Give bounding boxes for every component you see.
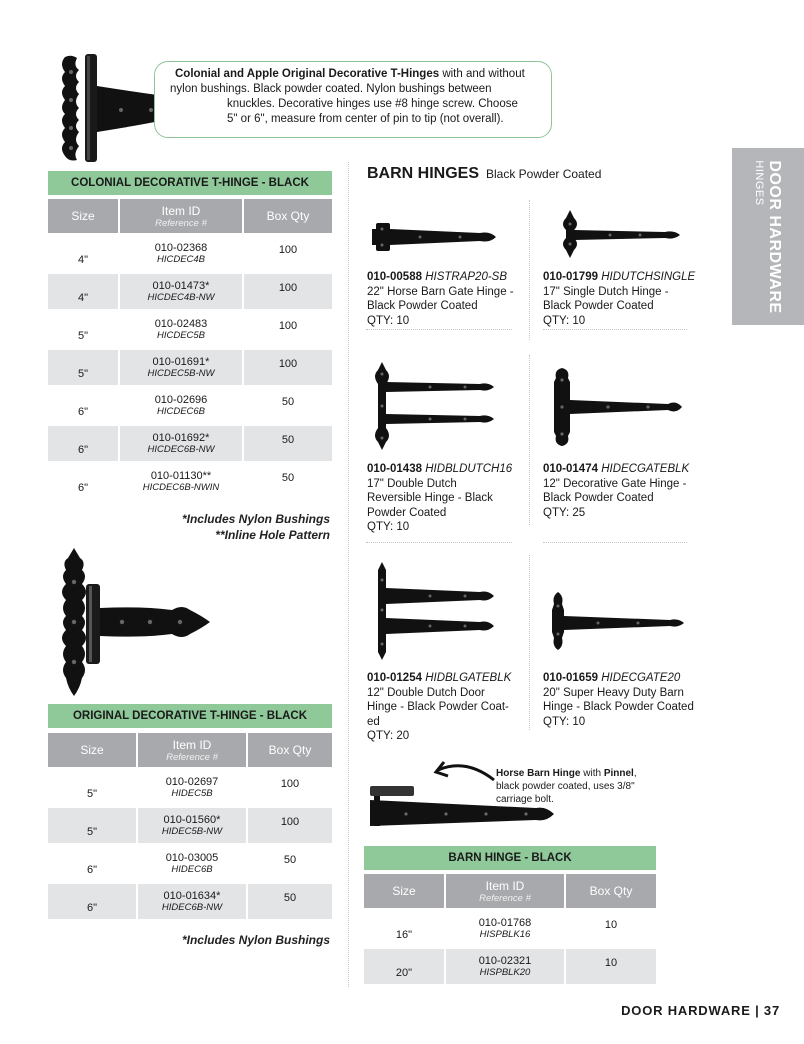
size-cell: 6" <box>48 426 120 461</box>
colonial-table-title: COLONIAL DECORATIVE T-HINGE - BLACK <box>48 171 332 195</box>
horse-barn-gate-hinge-image <box>370 215 500 260</box>
reference-number: HIDEC6B <box>171 864 213 875</box>
pinnel-description: Horse Barn Hinge with Pinnel, black powder coated, uses 3/8" carriage bolt. <box>496 768 637 805</box>
size-cell: 5" <box>48 808 138 843</box>
item-id-cell <box>138 770 248 805</box>
table-row <box>48 312 332 347</box>
box-qty-cell: 100 <box>244 350 332 385</box>
item-id-cell <box>120 350 244 385</box>
table-row <box>48 350 332 385</box>
intro-bold-title: Colonial and Apple Original Decorative T-Hinges <box>175 68 440 80</box>
original-table <box>48 730 332 922</box>
col-qty-header: Box Qty <box>244 199 332 233</box>
item-id: 010-01560* <box>163 814 221 826</box>
table-row <box>48 464 332 499</box>
table-row <box>364 949 656 984</box>
single-dutch-hinge-image <box>560 208 685 260</box>
product-010-01254: 010-01254 HIDBLGATEBLK 12" Double Dutch Door Hinge - Black Powder Coat- ed QTY: 20 <box>367 672 512 742</box>
grid-divider-vertical <box>529 355 530 525</box>
side-tab-title: DOOR HARDWARE <box>766 159 783 314</box>
super-heavy-duty-barn-hinge-image <box>548 590 688 652</box>
reference-number: HICDEC6B-NW <box>147 444 215 455</box>
size-cell: 5" <box>48 312 120 347</box>
reference-number: HICDEC5B-NW <box>147 368 215 379</box>
page-footer: DOOR HARDWARE | 37 <box>621 1003 780 1018</box>
table-row <box>48 846 332 881</box>
size-cell: 6" <box>48 884 138 919</box>
barn-qty-header: Box Qty <box>566 874 656 908</box>
item-id: 010-02696 <box>154 394 208 406</box>
item-id-cell <box>120 464 244 499</box>
grid-divider-horizontal <box>543 542 687 543</box>
size-cell: 5" <box>48 350 120 385</box>
reference-number: HICDEC4B-NW <box>147 292 215 303</box>
box-qty-cell: 50 <box>248 884 332 919</box>
table-row <box>48 274 332 309</box>
intro-line3: knuckles. Decorative hinges use #8 hinge screw. Choose <box>227 98 518 110</box>
column-divider <box>348 162 349 987</box>
item-id: 010-01692* <box>152 432 210 444</box>
table-row <box>48 770 332 805</box>
item-id-cell <box>120 236 244 271</box>
item-id: 010-01130** <box>150 470 212 482</box>
orig-qty-header: Box Qty <box>248 733 332 767</box>
box-qty-cell: 100 <box>280 777 300 790</box>
grid-divider-horizontal <box>366 542 512 543</box>
size-cell: 4" <box>48 274 120 309</box>
reference-number: HISPBLK20 <box>479 967 531 978</box>
item-id-cell <box>446 949 566 984</box>
reference-number: HIDEC5B <box>171 788 213 799</box>
barn-table-title: BARN HINGE - BLACK <box>364 846 656 870</box>
item-id: 010-01634* <box>163 890 221 902</box>
box-qty-cell: 100 <box>248 808 332 843</box>
item-id-cell <box>138 808 248 843</box>
size-cell: 6" <box>48 464 120 499</box>
intro-line1: with and without <box>439 68 525 80</box>
size-cell: 6" <box>48 388 120 423</box>
colonial-table <box>48 196 332 502</box>
item-id: 010-02483 <box>154 318 208 330</box>
double-dutch-door-hinge-image <box>370 560 500 662</box>
product-010-00588: 010-00588 HISTRAP20-SB 22" Horse Barn Gate Hinge - Black Powder Coated QTY: 10 <box>367 271 514 327</box>
item-id-cell <box>120 426 244 461</box>
table-row <box>48 388 332 423</box>
box-qty-cell: 50 <box>244 426 332 461</box>
reference-number: HISPBLK16 <box>479 929 531 940</box>
reference-number: HIDEC6B-NW <box>161 902 223 913</box>
item-id-cell <box>120 274 244 309</box>
barn-hinges-subheading: Black Powder Coated <box>486 167 602 181</box>
reference-number: HIDEC5B-NW <box>161 826 223 837</box>
table-row <box>48 884 332 919</box>
section-side-tab <box>732 148 804 325</box>
product-010-01474: 010-01474 HIDECGATEBLK 12" Decorative Gate Hinge - Black Powder Coated QTY: 25 <box>543 463 690 519</box>
box-qty-cell: 10 <box>566 949 656 984</box>
size-cell: 4" <box>48 236 120 271</box>
table-row <box>48 426 332 461</box>
side-tab-subtitle: HINGES <box>753 159 765 206</box>
decorative-gate-hinge-image <box>548 366 688 448</box>
product-010-01659: 010-01659 HIDECGATE20 20" Super Heavy Duty Barn Hinge - Black Powder Coated QTY: 10 <box>543 672 694 728</box>
box-qty-cell: 100 <box>278 243 298 256</box>
box-qty-cell: 10 <box>604 918 618 931</box>
original-t-hinge-image <box>52 546 212 698</box>
size-cell: 16" <box>364 911 446 946</box>
item-id-cell <box>120 388 244 423</box>
barn-hinges-heading: BARN HINGES <box>367 165 480 182</box>
box-qty-cell: 50 <box>283 853 297 866</box>
item-id: 010-01691* <box>152 356 210 368</box>
item-id-cell <box>138 846 248 881</box>
item-id: 010-03005 <box>165 852 219 864</box>
orig-item-header: Item ID Reference # <box>138 733 248 767</box>
item-id: 010-02697 <box>165 776 219 788</box>
grid-divider-horizontal <box>543 329 687 330</box>
size-cell: 5" <box>48 770 138 805</box>
col-size-header: Size <box>48 199 120 233</box>
barn-size-header: Size <box>364 874 446 908</box>
item-id-cell <box>138 884 248 919</box>
size-cell: 6" <box>48 846 138 881</box>
grid-divider-vertical <box>529 555 530 730</box>
box-qty-cell: 100 <box>278 319 298 332</box>
col-item-header: Item ID Reference # <box>120 199 244 233</box>
item-id: 010-02368 <box>154 242 208 254</box>
original-note: *Includes Nylon Bushings <box>181 933 330 947</box>
size-cell: 20" <box>364 949 446 984</box>
table-row <box>48 808 332 843</box>
barn-table <box>364 871 656 987</box>
item-id-cell <box>446 911 566 946</box>
box-qty-cell: 50 <box>281 395 295 408</box>
product-010-01438: 010-01438 HIDBLDUTCH16 17" Double Dutch Reversible Hinge - Black Powder Coated QTY: 10 <box>367 463 513 533</box>
item-id: 010-02321 <box>478 955 532 967</box>
intro-callout <box>154 61 552 138</box>
reference-number: HICDEC6B-NWIN <box>142 482 220 493</box>
table-row <box>48 236 332 271</box>
barn-item-header: Item ID Reference # <box>446 874 566 908</box>
original-table-title: ORIGINAL DECORATIVE T-HINGE - BLACK <box>48 704 332 728</box>
grid-divider-horizontal <box>366 329 512 330</box>
intro-line2: nylon bushings. Black powder coated. Nylon bushings between <box>170 83 492 95</box>
grid-divider-vertical <box>529 200 530 340</box>
reference-number: HICDEC4B <box>156 254 206 265</box>
item-id-cell <box>120 312 244 347</box>
item-id: 010-01768 <box>478 917 532 929</box>
reference-number: HICDEC5B <box>156 330 206 341</box>
intro-line4: 5" or 6", measure from center of pin to tip (not overall). <box>227 113 504 125</box>
table-row <box>364 911 656 946</box>
colonial-note: *Includes Nylon Bushings **Inline Hole Pattern <box>181 512 330 542</box>
orig-size-header: Size <box>48 733 138 767</box>
box-qty-cell: 50 <box>281 471 295 484</box>
reference-number: HICDEC6B <box>156 406 206 417</box>
product-010-01799: 010-01799 HIDUTCHSINGLE 17" Single Dutch Hinge - Black Powder Coated QTY: 10 <box>543 271 696 327</box>
double-dutch-reversible-hinge-image <box>370 360 500 452</box>
box-qty-cell: 100 <box>244 274 332 309</box>
item-id: 010-01473* <box>152 280 210 292</box>
